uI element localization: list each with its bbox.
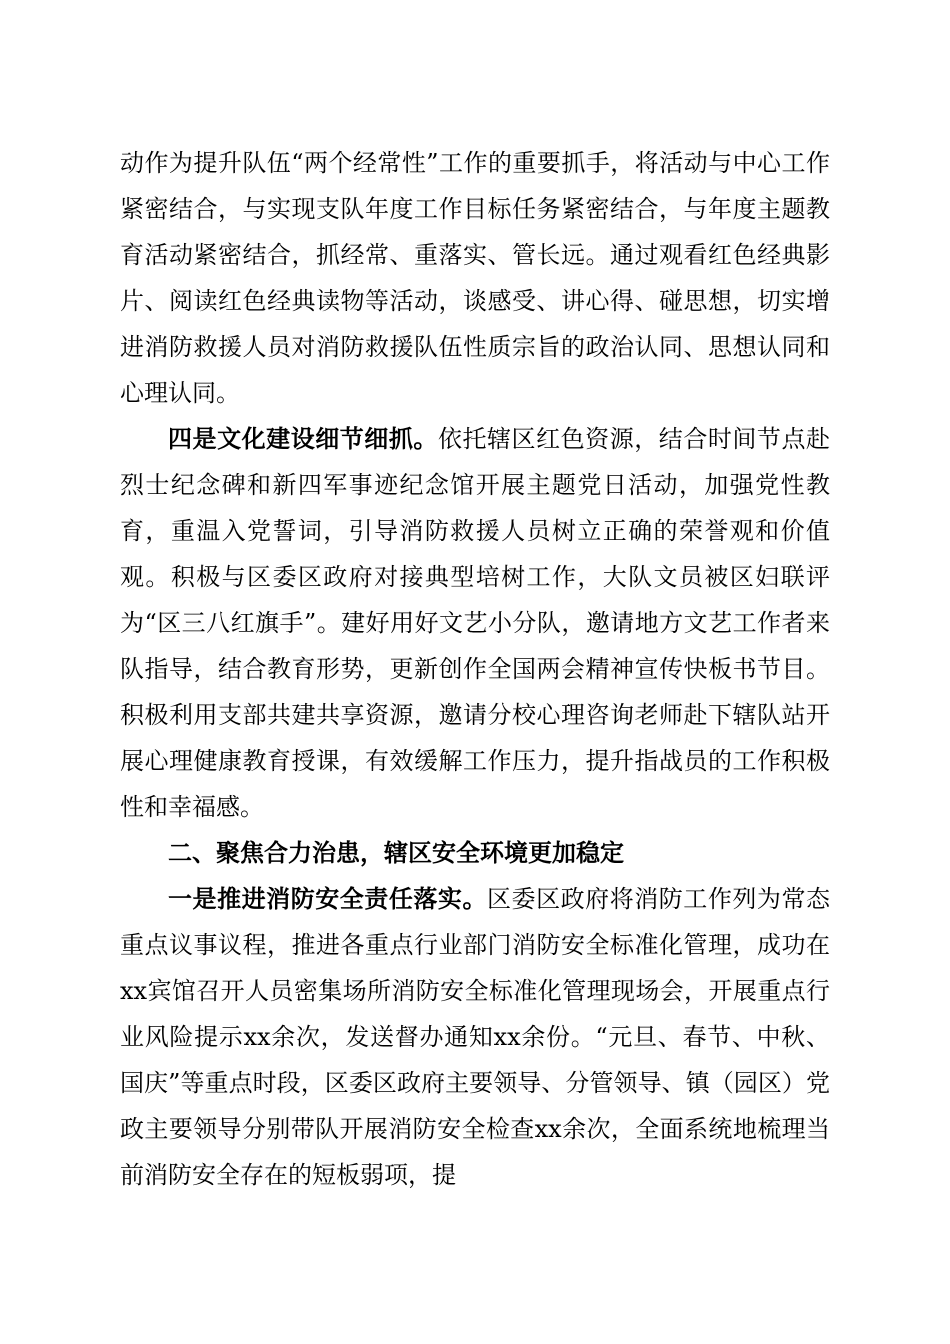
- paragraph-fire-safety-responsibility: [120, 876, 830, 1198]
- paragraph-text: 依托辖区红色资源，结合时间节点赴烈士纪念碑和新四军事迹纪念馆开展主题党日活动，加强党性教育，重温入党誓词，引导消防救援人员树立正确的荣誉观和价值观。积极与区委区政府对接典型培树工作，大队文员被区妇联评为“区三八红旗手”。建好用好文艺小分队，邀请地方文艺工作者来队指导，结合教育形势，更新创作全国两会精神宣传快板书节目。积极利用支部共建共享资源，邀请分校心理咨询老师赴下辖队站开展心理健康教育授课，有效缓解工作压力，提升指战员的工作积极性和幸福感。: [120, 425, 831, 821]
- paragraph-text: 动作为提升队伍“两个经常性”工作的重要抓手，将活动与中心工作紧密结合，与实现支队年度工作目标任务紧密结合，与年度主题教育活动紧密结合，抓经常、重落实、管长远。通过观看红色经典影片、阅读红色经典读物等活动，谈感受、讲心得、碰思想，切实增进消防救援人员对消防救援队伍性质宗旨的政治认同、思想认同和心理认同。: [120, 149, 830, 407]
- paragraph-lead: 一是推进消防安全责任落实。: [168, 884, 487, 913]
- section-heading: 二、聚焦合力治患，辖区安全环境更加稳定: [168, 839, 624, 867]
- paragraph-text: 区委区政府将消防工作列为常态重点议事议程，推进各重点行业部门消防安全标准化管理，成功在xx宾馆召开人员密集场所消防安全标准化管理现场会，开展重点行业风险提示xx余次，发送督办通知xx余份。“元旦、春节、中秋、国庆”等重点时段，区委区政府主要领导、分管领导、镇（园区）党政主要领导分别带队开展消防安全检查xx余次，全面系统地梳理当前消防安全存在的短板弱项，提: [120, 885, 830, 1189]
- paragraph-lead: 四是文化建设细节细抓。: [168, 424, 438, 453]
- paragraph-culture-building: [120, 416, 830, 830]
- document-body: [120, 140, 830, 1198]
- paragraph-continuation: [120, 140, 830, 416]
